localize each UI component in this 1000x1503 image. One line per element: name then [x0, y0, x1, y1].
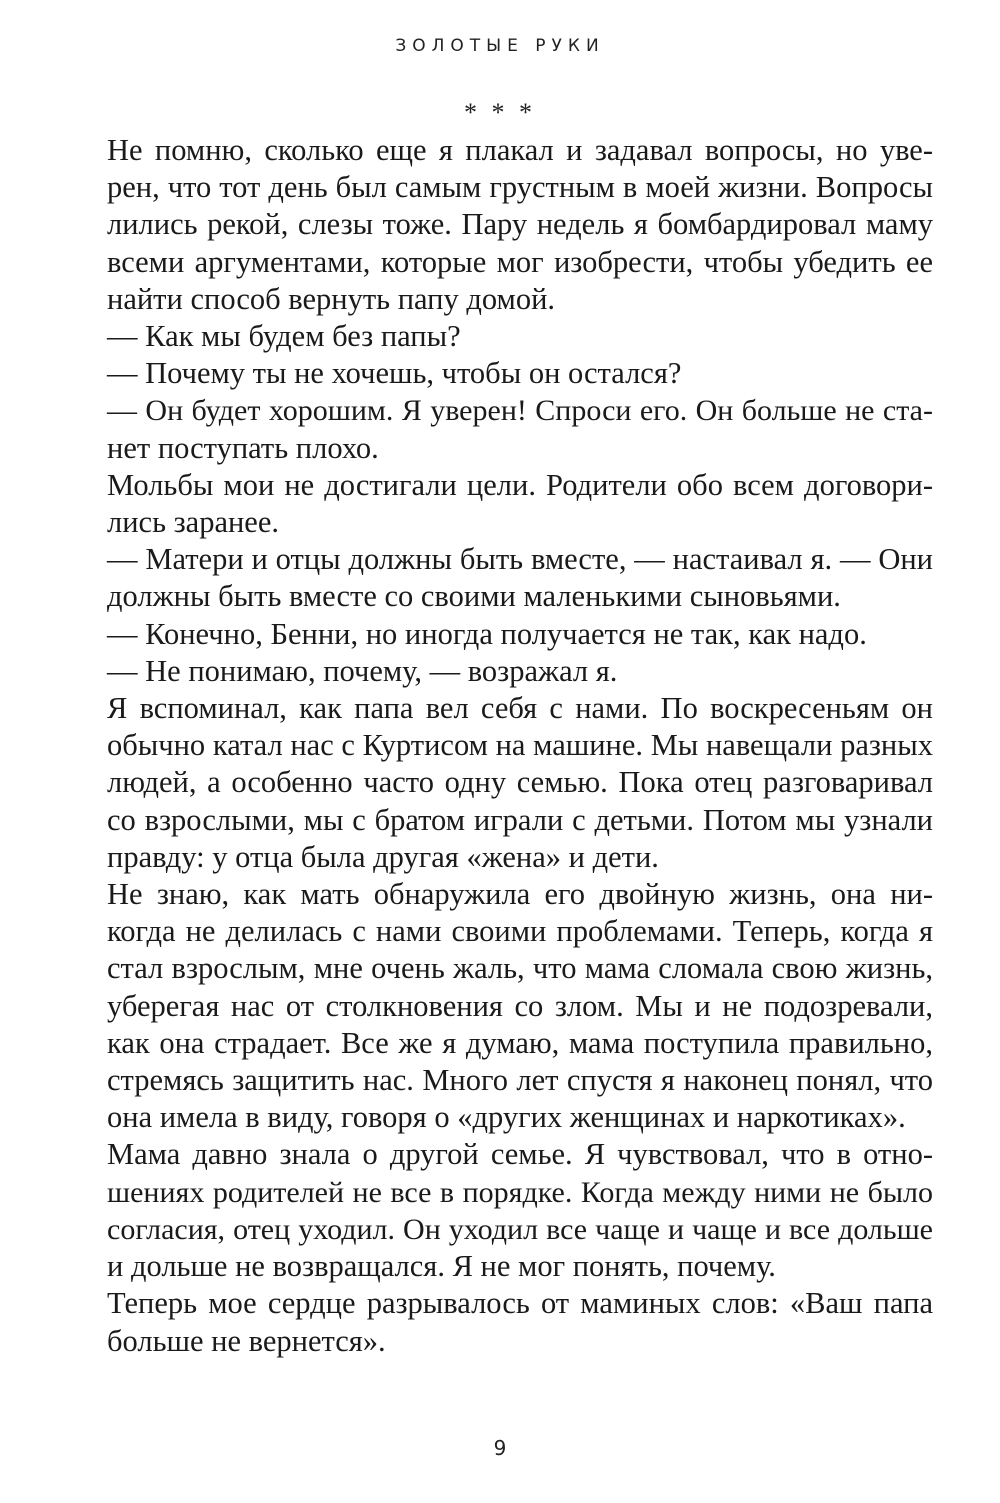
text-line: — Он будет хорошим. Я уверен! Спроси его. Он больше не ста- [107, 394, 933, 428]
text-line: и дольше не возвращался. Я не мог понять, почему. [107, 1249, 776, 1284]
text-line: Не помню, сколько еще я плакал и задавал вопросы, но уве- [107, 133, 933, 167]
text-line: Не знаю, как мать обнаружила его двойную жизнь, она ни- [107, 877, 933, 912]
page-number: 9 [493, 1436, 507, 1460]
text-line: уберегая нас от столкновения со злом. Мы и не подозревали, [107, 988, 933, 1023]
text-line: Мама давно знала о другой семье. Я чувствовал, что в отно- [107, 1137, 933, 1172]
text-line: обычно катал нас с Куртисом на машине. Мы навещали разных [107, 728, 933, 763]
text-line: всеми аргументами, которые мог изобрести, чтобы убедить ее [107, 244, 933, 279]
text-line: как она страдает. Все же я думаю, мама поступила правильно, [107, 1025, 933, 1060]
text-line: — Как мы будем без папы? [107, 319, 461, 354]
text-line: лились рекой, слезы тоже. Пару недель я бомбардировал маму [107, 207, 933, 242]
text-line: — Матери и отцы должны быть вместе, — настаивал я. — Они [107, 542, 933, 577]
text-line: стал взрослым, мне очень жаль, что мама сломала свою жизнь, [107, 951, 933, 986]
text-line: Теперь мое сердце разрывалось от маминых слов: «Ваш папа [107, 1286, 933, 1321]
text-line: стремясь защитить нас. Много лет спустя я наконец понял, что [107, 1063, 933, 1098]
text-line: правду: у отца была другая «жена» и дети. [107, 839, 659, 874]
text-line: должны быть вместе со своими маленькими сыновьями. [107, 579, 841, 614]
text-line: — Не понимаю, почему, — возражал я. [107, 653, 618, 688]
body-text [107, 132, 933, 1360]
text-line: согласия, отец уходил. Он уходил все чаще и чаще и все дольше [107, 1212, 933, 1246]
text-line: нет поступать плохо. [107, 430, 379, 465]
text-line: Я вспоминал, как папа вел себя с нами. По воскресеньям он [107, 691, 933, 726]
text-line: рен, что тот день был самым грустным в моей жизни. Вопросы [107, 170, 933, 205]
text-line: шениях родителей не все в порядке. Когда между ними не было [107, 1175, 933, 1209]
text-line: лись заранее. [107, 505, 280, 540]
section-separator: * * * [464, 98, 536, 127]
text-line: людей, а особенно часто одну семью. Пока отец разговаривал [107, 765, 933, 800]
text-line: больше не вернется». [107, 1323, 386, 1358]
running-header: ЗОЛОТЫЕ РУКИ [395, 36, 605, 56]
text-line: когда не делилась с нами своими проблемами. Теперь, когда я [107, 914, 933, 949]
text-line: Мольбы мои не достигали цели. Родители обо всем договори- [107, 467, 933, 502]
text-line: со взрослыми, мы с братом играли с детьми. Потом мы узнали [107, 802, 933, 837]
text-line: она имела в виду, говоря о «других женщинах и наркотиках». [107, 1100, 906, 1135]
text-line: — Конечно, Бенни, но иногда получается не так, как надо. [107, 616, 867, 651]
text-line: найти способ вернуть папу домой. [107, 281, 556, 316]
text-line: — Почему ты не хочешь, чтобы он остался? [107, 356, 682, 391]
